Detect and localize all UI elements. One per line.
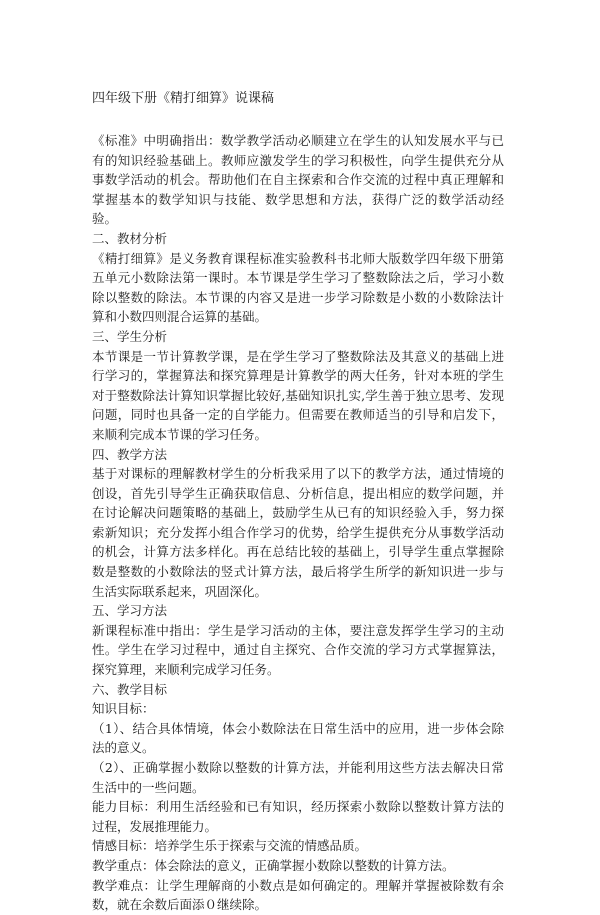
section-heading-textbook-analysis: 二、教材分析 xyxy=(92,230,168,246)
section-heading-learning-methods: 五、学习方法 xyxy=(92,603,168,619)
goal-item-2: （2）、正确掌握小数除以整数的计算方法，并能利用这些方法去解决日常生活中的一些问题。 xyxy=(92,760,504,795)
paragraph-learning-methods: 新课程标准中指出：学生是学习活动的主体，要注意发挥学生学习的主动性。学生在学习过程中，通过自主探究、合作交流的学习方式掌握算法，探究算理，来顺利完成学习任务。 xyxy=(92,622,504,678)
paragraph-student-analysis: 本节课是一节计算教学课，是在学生学习了整数除法及其意义的基础上进行学习的，掌握算法和探究算理是计算教学的两大任务，针对本班的学生对于整数除法计算知识掌握比较好,基础知识扎实,学生善于独立思考、发现问题，同时也具备一定的自学能力。但需要在教师适当的引导和启发下，来顺利完成本节课的学习任务。 xyxy=(92,348,504,442)
paragraph-teaching-methods: 基于对课标的理解教材学生的分析我采用了以下的教学方法，通过情境的创设，首先引导学生正确获取信息、分析信息，提出相应的数学问题，并在讨论解决问题策略的基础上，鼓励学生从已有的知识经验入手，努力探索新知识；充分发挥小组合作学习的优势，给学生提供充分从事数学活动的机会，计算方法多样化。再在总结比较的基础上，引导学生重点掌握除数是整数的小数除法的竖式计算方法，最后将学生所学的新知识进一步与生活实际联系起来，巩固深化。 xyxy=(92,466,504,599)
ability-goal: 能力目标：利用生活经验和已有知识，经历探索小数除以整数计算方法的过程，发展推理能力。 xyxy=(92,799,504,834)
teaching-difficulty: 教学难点：让学生理解商的小数点是如何确定的。理解并掌握被除数有余数，就在余数后面添０继续除。 xyxy=(92,877,504,913)
section-heading-teaching-goals: 六、教学目标 xyxy=(92,681,168,697)
goal-item-1: （1）、结合具体情境，体会小数除法在日常生活中的应用，进一步体会除法的意义。 xyxy=(92,720,504,756)
paragraph-textbook-analysis: 《精打细算》是义务教育课程标准实验教科书北师大版数学四年级下册第五单元小数除法第一课时。本节课是学生学习了整数除法之后，学习小数除以整数的除法。本节课的内容又是进一步学习除数是小数的小数除法计算和小数四则混合运算的基础。 xyxy=(92,250,504,325)
emotion-goal: 情感目标：培养学生乐于探索与交流的情感品质。 xyxy=(92,838,368,854)
section-heading-teaching-methods: 四、教学方法 xyxy=(92,446,168,462)
document-title: 四年级下册《精打细算》说课稿 xyxy=(92,91,275,106)
document-body xyxy=(92,131,504,915)
section-heading-student-analysis: 三、学生分析 xyxy=(92,328,168,344)
paragraph-intro: 《标准》中明确指出：数学教学活动必顺建立在学生的认知发展水平与已有的知识经验基础上。教师应激发学生的学习积极性，向学生提供充分从事数学活动的机会。帮助他们在自主探索和合作交流的过程中真正理解和掌握基本的数学知识与技能、数学思想和方法，获得广泛的数学活动经验。 xyxy=(92,133,504,227)
teaching-key-point: 教学重点：体会除法的意义，正确掌握小数除以整数的计算方法。 xyxy=(92,857,455,873)
subheading-knowledge-goals: 知识目标： xyxy=(92,701,155,717)
